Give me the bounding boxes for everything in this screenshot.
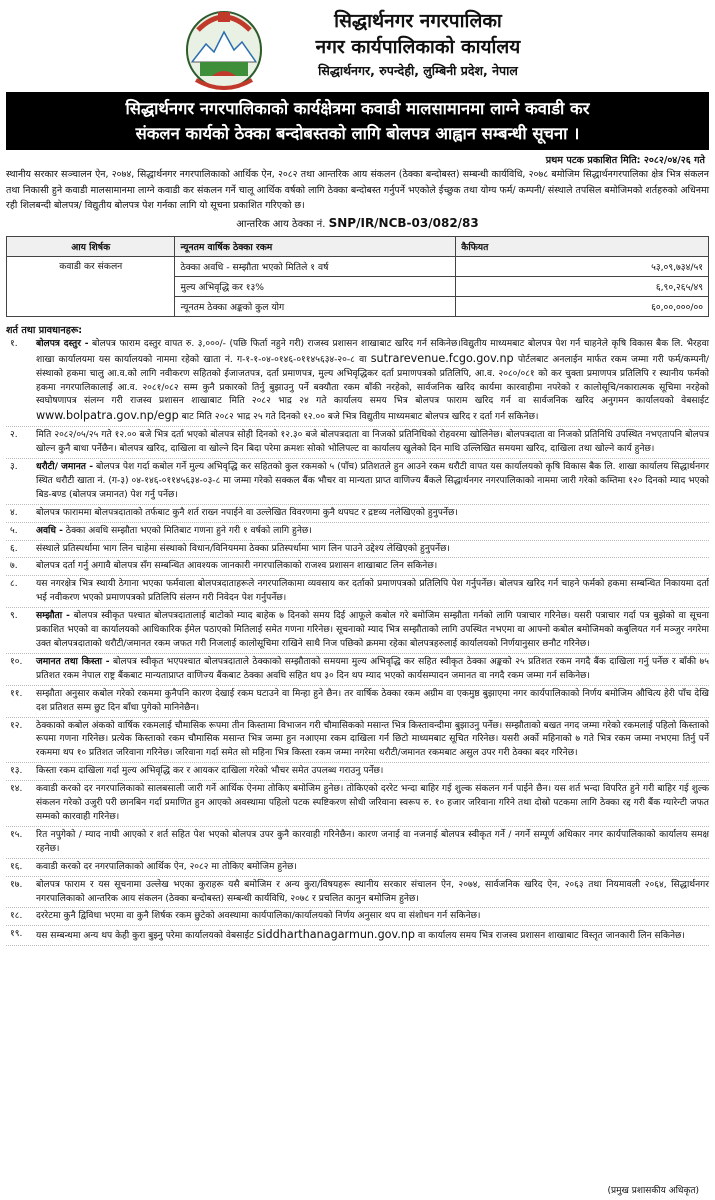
term-text xyxy=(36,861,709,875)
term-number: १३. xyxy=(10,766,23,777)
term-item xyxy=(6,543,709,559)
row-label: न्यूनतम ठेक्का अङ्कको कुल योग xyxy=(175,296,456,316)
term-number: २. xyxy=(10,430,18,441)
term-text xyxy=(36,928,709,944)
term-link[interactable]: sutrarevenue.fcgo.gov.np xyxy=(370,351,514,365)
term-body: ठेक्काको कबोल अंकको वार्षिक रकमलाई चौमासिक रूपमा तीन किस्तामा विभाजन गरी चौमासिकको मसान्त भित्र किस्तावन्दीमा बुझाउनु पर्नेछ। सम्झौताको बखत नगद जम्मा गरेको रकमलाई पहिलो किस्ताको रूपमा गणना गरिनेछ। प्रत्येक किस्ताको रकम चौमासिक मसान्त भित्र जम्मा हुन नआएमा रकम दाखिला गर्न छिटो माध्यमबाट सूचित गरिनेछ। यसरी अर्को महिनाको ७ गते भित्र रकम जम्मा नभएमा तिर्नु पर्ने रकममा थप १० प्रतिशत जरिवाना गरिनेछ। जरिवाना गर्दा समेत सो महिना भित्र किस्ता रकम जम्मा नगरेमा धरौटी/जमानत रकमबाट असुल उपर गरी ठेक्का बदर गरिनेछ। xyxy=(36,720,709,759)
term-number: ५. xyxy=(10,525,18,536)
term-number: १९. xyxy=(10,929,23,940)
term-number: ३. xyxy=(10,462,18,473)
column-header: कैफियत xyxy=(456,236,709,256)
term-body: रित नपुगेको / म्याद नाघी आएको र शर्त सहित पेश भएको बोलपत्र उपर कुनै कारवाही गरिनेछैन। कारण जनाई वा नजनाई बोलपत्र स्वीकृत गर्ने / नगर्ने सम्पूर्ण अधिकार नगर कार्यपालिकाको कार्यालय समक्ष रहनेछ। xyxy=(36,829,709,854)
term-text xyxy=(36,783,709,825)
term-item xyxy=(6,507,709,523)
term-body: बोलपत्र स्वीकृत पश्चात बोलपत्रदातालाई बाटोको म्याद बाहेक ७ दिनको समय दिई आफूले कबोल गरे बमोजिम सम्झौता गर्नको लागि पत्राचार गरिनेछ। यसरी पत्राचार गर्दा पत्र बुझेको वा सूचना प्रकाशित भएको वा कार्यालयको आधिकारिक ईमेल पठाएको मितिलाई समेत गणना गरिनेछ। सूचनाको म्याद भित्र सम्झौताको लागि उपस्थित नभएमा वा आफ्नो कबोल बमोजिमको कबुलियत गर्न मञ्जुर नगरेमा उक्त बोलपत्रदाताको धरौटी/जमानत रकम जफत गरी निजलाई कालोसूचिमा राखिने साथै निज पछिको क्रममा रहेका बोलपत्रहरुलाई कार्यालयको निर्णयानुसार छनौट गरिनेछ। xyxy=(36,611,710,649)
term-text xyxy=(36,578,709,606)
term-item xyxy=(6,861,709,877)
term-item xyxy=(6,928,709,946)
term-number: १. xyxy=(10,338,18,349)
term-item xyxy=(6,525,709,541)
column-header: आय शिर्षक xyxy=(7,236,175,256)
notice-title-banner xyxy=(6,92,709,150)
term-bold-label: सम्झौता - xyxy=(36,611,70,622)
term-item xyxy=(6,910,709,926)
row-amount: ६०,००,०००/०० xyxy=(456,296,709,316)
term-item xyxy=(6,879,709,909)
table-header-row xyxy=(7,236,709,256)
term-body: वा कार्यालय समय भित्र राजस्व प्रशासन शाखाबाट विस्तृत जानकारी लिन सकिनेछ। xyxy=(415,931,685,942)
term-item xyxy=(6,578,709,608)
contract-amount-table xyxy=(6,236,709,317)
term-number: १६. xyxy=(10,861,23,872)
term-text xyxy=(36,656,709,684)
office-name: नगर कार्यपालिकाको कार्यालय xyxy=(315,36,521,58)
row-amount: ५३,०९,७३४/५१ xyxy=(456,256,709,276)
contract-reference xyxy=(6,215,709,233)
term-text xyxy=(36,879,709,907)
term-body: यस नगरक्षेत्र भित्र स्थायी ठेगाना भएका फर्मवाला बोलपत्रदाताहरूले नगरपालिकामा व्यवसाय कर दर्ताको प्रमाणपत्रको प्रतिलिपि पेश गर्नुपर्नेछ। बोलपत्र खरिद गर्न चाहने फर्मको हकमा सम्बन्धित निकायमा दर्ता भई नवीकरण भएको प्रमाणपत्रको प्रतिलिपि संलग्न गरी निवेदन पेश गर्नुपर्नेछ। xyxy=(36,579,709,604)
term-number: १७. xyxy=(10,879,23,890)
term-item xyxy=(6,429,709,459)
term-bold-label: अवधि - xyxy=(36,525,63,536)
term-text xyxy=(36,560,709,574)
terms-heading: शर्त तथा प्रावधानहरू: xyxy=(6,324,83,336)
row-amount: ६,९०,२६५/४९ xyxy=(456,276,709,296)
term-bold-label: बोलपत्र दस्तुर - xyxy=(36,338,89,349)
term-body: बोलपत्र पेश गर्दा कबोल गर्ने मुल्य अभिवृद्धि कर सहितको कुल रकमको ५ (पाँच) प्रतिशतले हुन आउने रकम धरौटी वापत यस कार्यालयको कृषि विकास बैक लि. शाखा कार्यालय सिद्धार्थनगर स्थित धरौटी खाता नं. (ग-३) ०४-१४६-०११४५६३४-०३-८ मा जम्मा गरेको सक्कल बैंक भौचर वा मान्यता प्राप्त वाणिज्य बैंकले सिद्धार्थनगर नगरपालिकाको नाममा जारी गरेको कम्तिमा १२० दिनको म्याद भएको बिड-बण्ड (बोलपत्र जमानत) पेश गर्नु पर्नेछ। xyxy=(36,462,710,500)
municipality-name: सिद्धार्थनगर नगरपालिका xyxy=(334,10,502,32)
signatory-title: (प्रमुख प्रशासकीय अधिकृत) xyxy=(607,1186,699,1196)
term-body: मिति २०८२/०५/२५ गते १२.०० बजे भित्र दर्ता भएको बोलपत्र सोही दिनको १२.३० बजे बोलपत्रदाता वा निजको प्रतिनिधिको रोहवरमा खोलिनेछ। बोलपत्रदाता वा निजको प्रतिनिधि उपस्थित नभएतापनि बोलपत्र खोल्न कुनै बाधा पर्नेछैन। बोलपत्र खरिद, दाखिला वा खोल्ने दिन बिदा परेमा क्रमशः सोको भोलिपल्ट वा कार्यालय खुलेको दिन माथि उल्लिखित समयमा खरिद, दाखिला तथा खोल्ने कार्य हुनेछ। xyxy=(36,430,709,455)
intro-paragraph: स्थानीय सरकार सञ्चालन ऐन, २०७४, सिद्धार्थनगर नगरपालिकाको आर्थिक ऐन, २०८२ तथा आन्तरिक आय संकलन (ठेक्का बन्दोबस्त) सम्बन्धी कार्यविधि, २०७८ बमोजिम सिद्धार्थनगरपालिका क्षेत्र भित्र संकलन तथा निकासी हुने कवाडी मालसामानमा लाग्ने कवाडी कर संकलन गर्ने चालू आर्थिक वर्षको लागि ठेक्का बन्दोबस्त गर्नुपर्ने भएकोले ईच्छुक तथा योग्य फर्म/ कम्पनी/ संस्थाले तपसिल बमोजिमको शर्तहरुको अधिनमा रही शिलबन्दी बोलपत्र/ विद्युतीय बोलपत्र पेश गर्नका लागि यो सूचना प्रकाशित गरिएको छ। xyxy=(6,169,709,212)
term-number: ७. xyxy=(10,561,18,572)
term-number: ११. xyxy=(10,688,23,699)
nepal-emblem-icon xyxy=(184,6,264,90)
term-item xyxy=(6,688,709,718)
term-text xyxy=(36,720,709,762)
notice-title-line-1: सिद्धार्थनगर नगरपालिकाको कार्यक्षेत्रमा कवाडी मालसामानमा लाग्ने कवाडी कर xyxy=(125,99,590,118)
reference-code: SNP/IR/NCB-03/082/83 xyxy=(328,215,479,230)
term-number: १०. xyxy=(10,656,23,667)
term-body: बाट मिति २०८२ भाद्र २५ गते दिनको १२.०० बजे भित्र विद्युतीय माध्यमबाट बोलपत्र खरिद र दर्ता गर्न सकिनेछ। xyxy=(178,412,539,423)
term-text xyxy=(36,765,709,779)
row-label: मुल्य अभिवृद्धि कर १३% xyxy=(175,276,456,296)
term-number: १२. xyxy=(10,720,23,731)
term-body: बोलपत्र दर्ता गर्नु अगावै बोलपत्र सँग सम्बन्धित आवश्यक जानकारी नगरपालिकाको राजश्व प्रशासन शाखाबाट लिन सकिनेछ। xyxy=(36,561,438,572)
term-number: १५. xyxy=(10,829,23,840)
reference-label: आन्तरिक आय ठेक्का नं. xyxy=(236,218,326,230)
term-text xyxy=(36,910,709,924)
term-item xyxy=(6,610,709,654)
term-body: कवाडी करको दर नगरपालिकाको आर्थिक ऐन, २०८२ मा तोकिए बमोजिम हुनेछ। xyxy=(36,861,297,872)
term-number: ६. xyxy=(10,543,18,554)
publish-date: प्रथम पटक प्रकाशित मिति: २०८२/०४/२६ गते xyxy=(545,155,705,166)
term-item xyxy=(6,338,709,427)
term-text xyxy=(36,461,709,503)
term-link[interactable]: www.bolpatra.gov.np/egp xyxy=(36,409,179,423)
term-text xyxy=(36,610,709,652)
term-item xyxy=(6,656,709,686)
term-body: सम्झौता अनुसार कबोल गरेको रकममा कुनैपनि कारण देखाई रकम घटाउने वा मिन्हा हुने छैन। तर वार्षिक ठेक्का रकम अग्रीम वा एकमुष्ठ बुझाएमा नगर कार्यपालिकाको निर्णय बमोजिम औचित्य हेरी पाँच देखि दश प्रतिशत सम्म छुट दिन बाँधा पुगेको मानिनेछैन। xyxy=(36,688,709,713)
term-body: कवाडी करको दर नगरपालिकाको सालबसाली जारी गर्ने आर्थिक ऐनमा तोकिए बमोजिम हुनेछ। तोकिएको दररेट भन्दा बाहिर गई शुल्क संकलन गर्न पाईने छैन। यस शर्त भन्दा विपरित हुने गरी बाहिर गई शुल्क संकलन गरेको उजुरी परी छानबिन गर्दा प्रमाणित हुन आएको अवस्थामा पहिलो पटक स्पष्टिकरण सोधी जरिवाना स्वरूप रु. १० हजार जरिवाना गरिने तथा दोस्रो पटकमा लागि ठेक्का रद्द गरी बैंक ग्यारेन्टी जफत सम्मको कारवाही गरिनेछ। xyxy=(36,784,709,822)
term-text xyxy=(36,429,709,457)
term-body: बोलपत्र स्वीकृत भएपश्चात बोलपत्रदाताले ठेक्काको सम्झौताको समयमा मुल्य अभिवृद्धि कर सहित स्वीकृत ठेक्का अङ्कको २५ प्रतिशत रकम नगदै बैंक दाखिला गर्नु पर्नेछ र बाँकी ७५ प्रतिशत रकम नेपाल राष्ट्र बैंकबाट मान्यताप्राप्त वाणिज्य बैंकबाट ठेक्का अवधि सहित थप ३० दिन थप म्याद भएको कार्यसम्पादन जमानत वा नगदै रकम जम्मा गर्न सकिनेछ। xyxy=(36,656,709,681)
term-text xyxy=(36,507,709,521)
term-item xyxy=(6,765,709,781)
term-item xyxy=(6,720,709,764)
term-text xyxy=(36,543,709,557)
term-number: १८. xyxy=(10,911,23,922)
term-body: संस्थाले प्रतिस्पर्धामा भाग लिन चाहेमा संस्थाको विधान/विनियममा ठेक्का प्रतिस्पर्धामा भाग लिन पाउने उद्देश्य लेखिएको हुनुपर्नेछ। xyxy=(36,543,450,554)
terms-list xyxy=(6,338,709,946)
term-text xyxy=(36,688,709,716)
term-number: ८. xyxy=(10,579,18,590)
term-body: दररेटमा कुनै द्विविधा भएमा वा कुनै शिर्षक रकम छुटेको अवस्थामा कार्यपालिका/कार्यालयको निर्णय अनुसार थप वा संशोधन गर्न सकिनेछ। xyxy=(36,911,481,922)
table-row xyxy=(7,256,709,276)
term-bold-label: धरौटी/ जमानत - xyxy=(36,462,93,473)
term-body: किस्ता रकम दाखिला गर्दा मुल्य अभिवृद्धि कर र आयकर दाखिला गरेको भौचर समेत उपलब्ध गराउनु पर्नेछ। xyxy=(36,766,384,777)
term-text xyxy=(36,338,709,425)
term-item xyxy=(6,560,709,576)
term-body: बोलपत्र फाराममा बोलपत्रदाताको तर्फबाट कुनै शर्त राख्न नपाईने वा उल्लेखित विवरणमा कुनै थपघट र द्रष्टव्य नलेखिएको हुनुपर्नेछ। xyxy=(36,507,458,518)
term-body: बोलपत्र फाराम दस्तुर वापत रु. ३,०००/- (पछि फिर्ता नहुने गरी) राजस्व प्रशासन शाखाबाट खरिद गर्न सकिनेछ।विद्युतीय माध्यमबाट बोलपत्र पेश गर्न चाहनेले कृषि विकास बैक लि. भैरहवा शाखा कार्यालयमा यस कार्यालयको नाममा रहेको खाता नं. ग-१-१-०४-०१४६-०११४५६३४-२०-८ वा xyxy=(36,338,709,365)
term-number: ४. xyxy=(10,507,18,518)
office-address: सिद्धार्थनगर, रुपन्देही, लुम्बिनी प्रदेश, नेपाल xyxy=(318,63,518,78)
term-number: १४. xyxy=(10,784,23,795)
notice-title-line-2: संकलन कार्यको ठेक्का बन्दोबस्तको लागि बोलपत्र आह्वान सम्बन्धी सूचना । xyxy=(135,124,580,143)
term-item xyxy=(6,461,709,505)
term-link[interactable]: siddharthanagarmun.gov.np xyxy=(256,928,416,942)
term-item xyxy=(6,783,709,827)
term-text xyxy=(36,525,709,539)
revenue-head: कवाडी कर संकलन xyxy=(7,256,175,316)
column-header: न्यूनतम वार्षिक ठेक्का रकम xyxy=(175,236,456,256)
term-body: ठेक्का अवधि सम्झौता भएको मितिबाट गणना हुने गरी १ वर्षको लागि हुनेछ। xyxy=(62,525,312,536)
term-number: ९. xyxy=(10,611,18,622)
term-bold-label: जमानत तथा किस्ता - xyxy=(36,656,110,667)
term-text xyxy=(36,829,709,857)
term-item xyxy=(6,829,709,859)
term-body: बोलपत्र फाराम र यस सूचनामा उल्लेख भएका कुराहरू यसै बमोजिम र अन्य कुरा/विषयहरू स्थानीय सरकार संचालन ऐन, २०७४, सार्वजनिक खरिद ऐन, २०६३ तथा नियमावली २०६४, सिद्धार्थनगर नगरपालिकाको आन्तरिक आय संकलन (ठेक्का बन्दोबस्त) सम्बन्धी कार्यविधि, २०७८ र प्रचलित कानुन बमोजिम हुनेछ। xyxy=(36,879,709,904)
term-body: पोर्टलबाट अनलाईन मार्फत रकम जम्मा गरी फर्म/कम्पनी/संस्थाको हकमा चालु आ.व.को लागि नवीकरण सहितको ईजाजतपत्र, दर्ता प्रमाणपत्र, मुल्य अभिवृद्धिकर दर्ता प्रमाणपत्रको प्रतिलिपि, आ.व. २०८०/०८१ को कर चुक्ता प्रमाणपत्र प्रतिलिपि र स्थानीय फर्मको हकमा नगरपालिकालाई आ.व. २०८१/०८२ सम्म कुनै प्रकारको तिर्नु बुझाउनु पर्ने बक्यौता रकम बाँकी नरहेको, सार्वजनिक खरिद कार्यमा कारवाहीमा नपरेको र कालोसूचि/नकारात्मक सूचिमा नरहेको स्वघोषणापत्र संलग्न गरी राजस्व प्रशासन शाखाबाट मिति २०८२ भाद्र २४ गते कार्यालय समय भित्र बोलपत्र फाराम खरिद गर्न वा सार्वजनिक खरिद अनुगमन कार्यालयको वेबसाईट xyxy=(36,354,709,407)
row-label: ठेक्का अवधि - सम्झौता भएको मितिले १ वर्ष xyxy=(175,256,456,276)
header xyxy=(6,4,709,90)
term-body: यस सम्बन्धमा अन्य थप केही कुरा बुझ्नु परेमा कार्यालयको वेबसाईट xyxy=(36,931,257,942)
